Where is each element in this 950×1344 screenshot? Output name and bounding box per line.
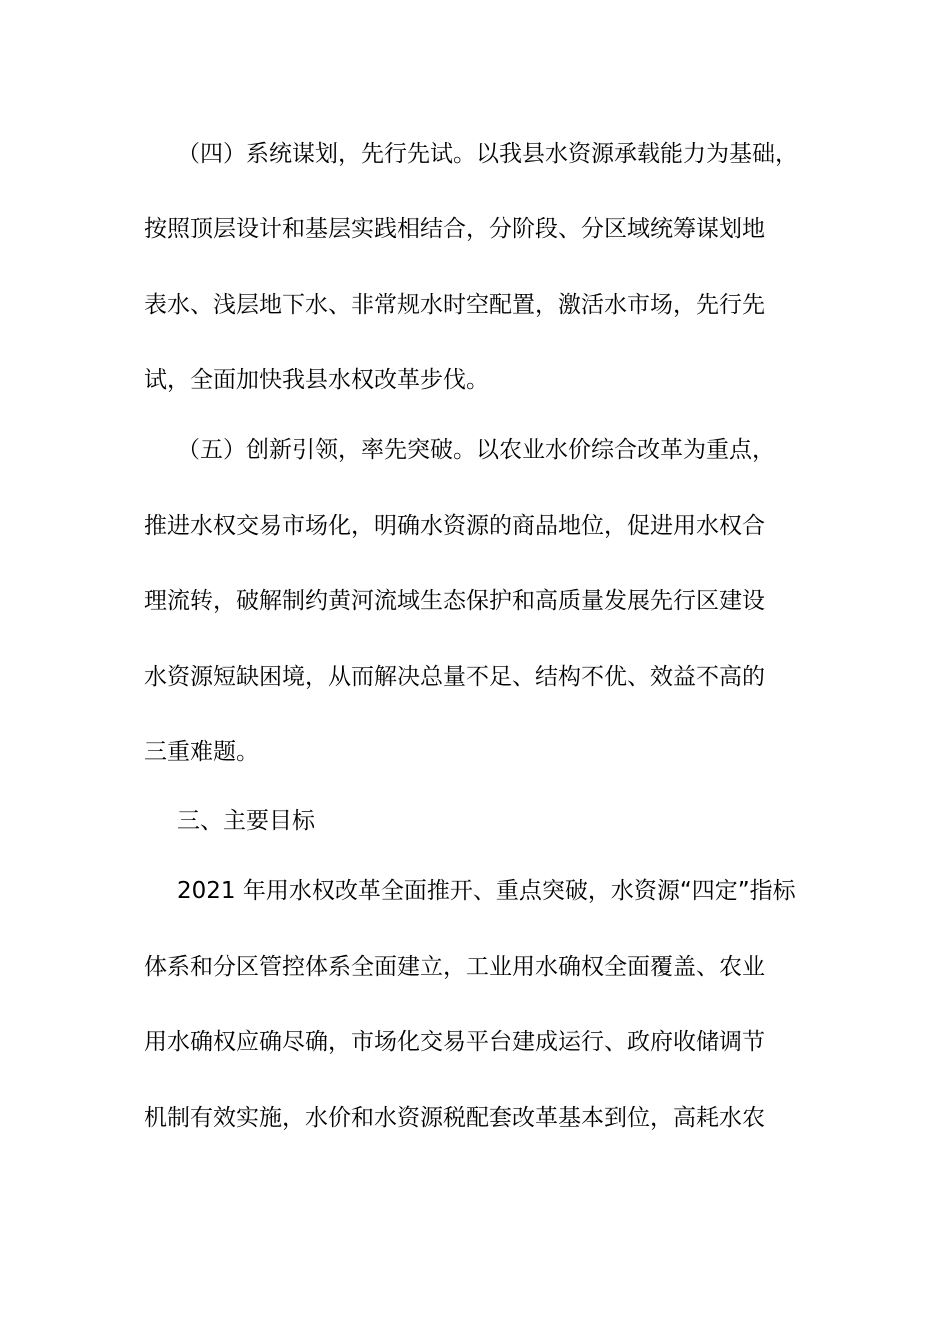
paragraph-4-line-2: 按照顶层设计和基层实践相结合，分阶段、分区域统筹谋划地: [144, 216, 765, 242]
paragraph-4-line-4: 试，全面加快我县水权改革步伐。: [144, 367, 489, 393]
paragraph-goals-line-4: 机制有效实施，水价和水资源税配套改革基本到位，高耗水农: [144, 1105, 765, 1131]
paragraph-goals-line-3: 用水确权应确尽确，市场化交易平台建成运行、政府收储调节: [144, 1029, 765, 1055]
paragraph-5-line-5: 三重难题。: [144, 739, 259, 765]
paragraph-5-line-1: （五）创新引领，率先突破。以农业水价综合改革为重点，: [177, 437, 775, 463]
paragraph-5-line-4: 水资源短缺困境，从而解决总量不足、结构不优、效益不高的: [144, 664, 765, 690]
paragraph-goals-line-1: 2021 年用水权改革全面推开、重点突破，水资源“四定”指标: [177, 878, 796, 904]
section-heading-main-goals: 三、主要目标: [177, 808, 315, 834]
paragraph-goals-line-2: 体系和分区管控体系全面建立，工业用水确权全面覆盖、农业: [144, 954, 765, 980]
paragraph-5-line-2: 推进水权交易市场化，明确水资源的商品地位，促进用水权合: [144, 513, 765, 539]
paragraph-5-line-3: 理流转，破解制约黄河流域生态保护和高质量发展先行区建设: [144, 588, 765, 614]
paragraph-4-line-3: 表水、浅层地下水、非常规水时空配置，激活水市场，先行先: [144, 292, 765, 318]
paragraph-4-line-1: （四）系统谋划，先行先试。以我县水资源承载能力为基础，: [177, 141, 798, 167]
